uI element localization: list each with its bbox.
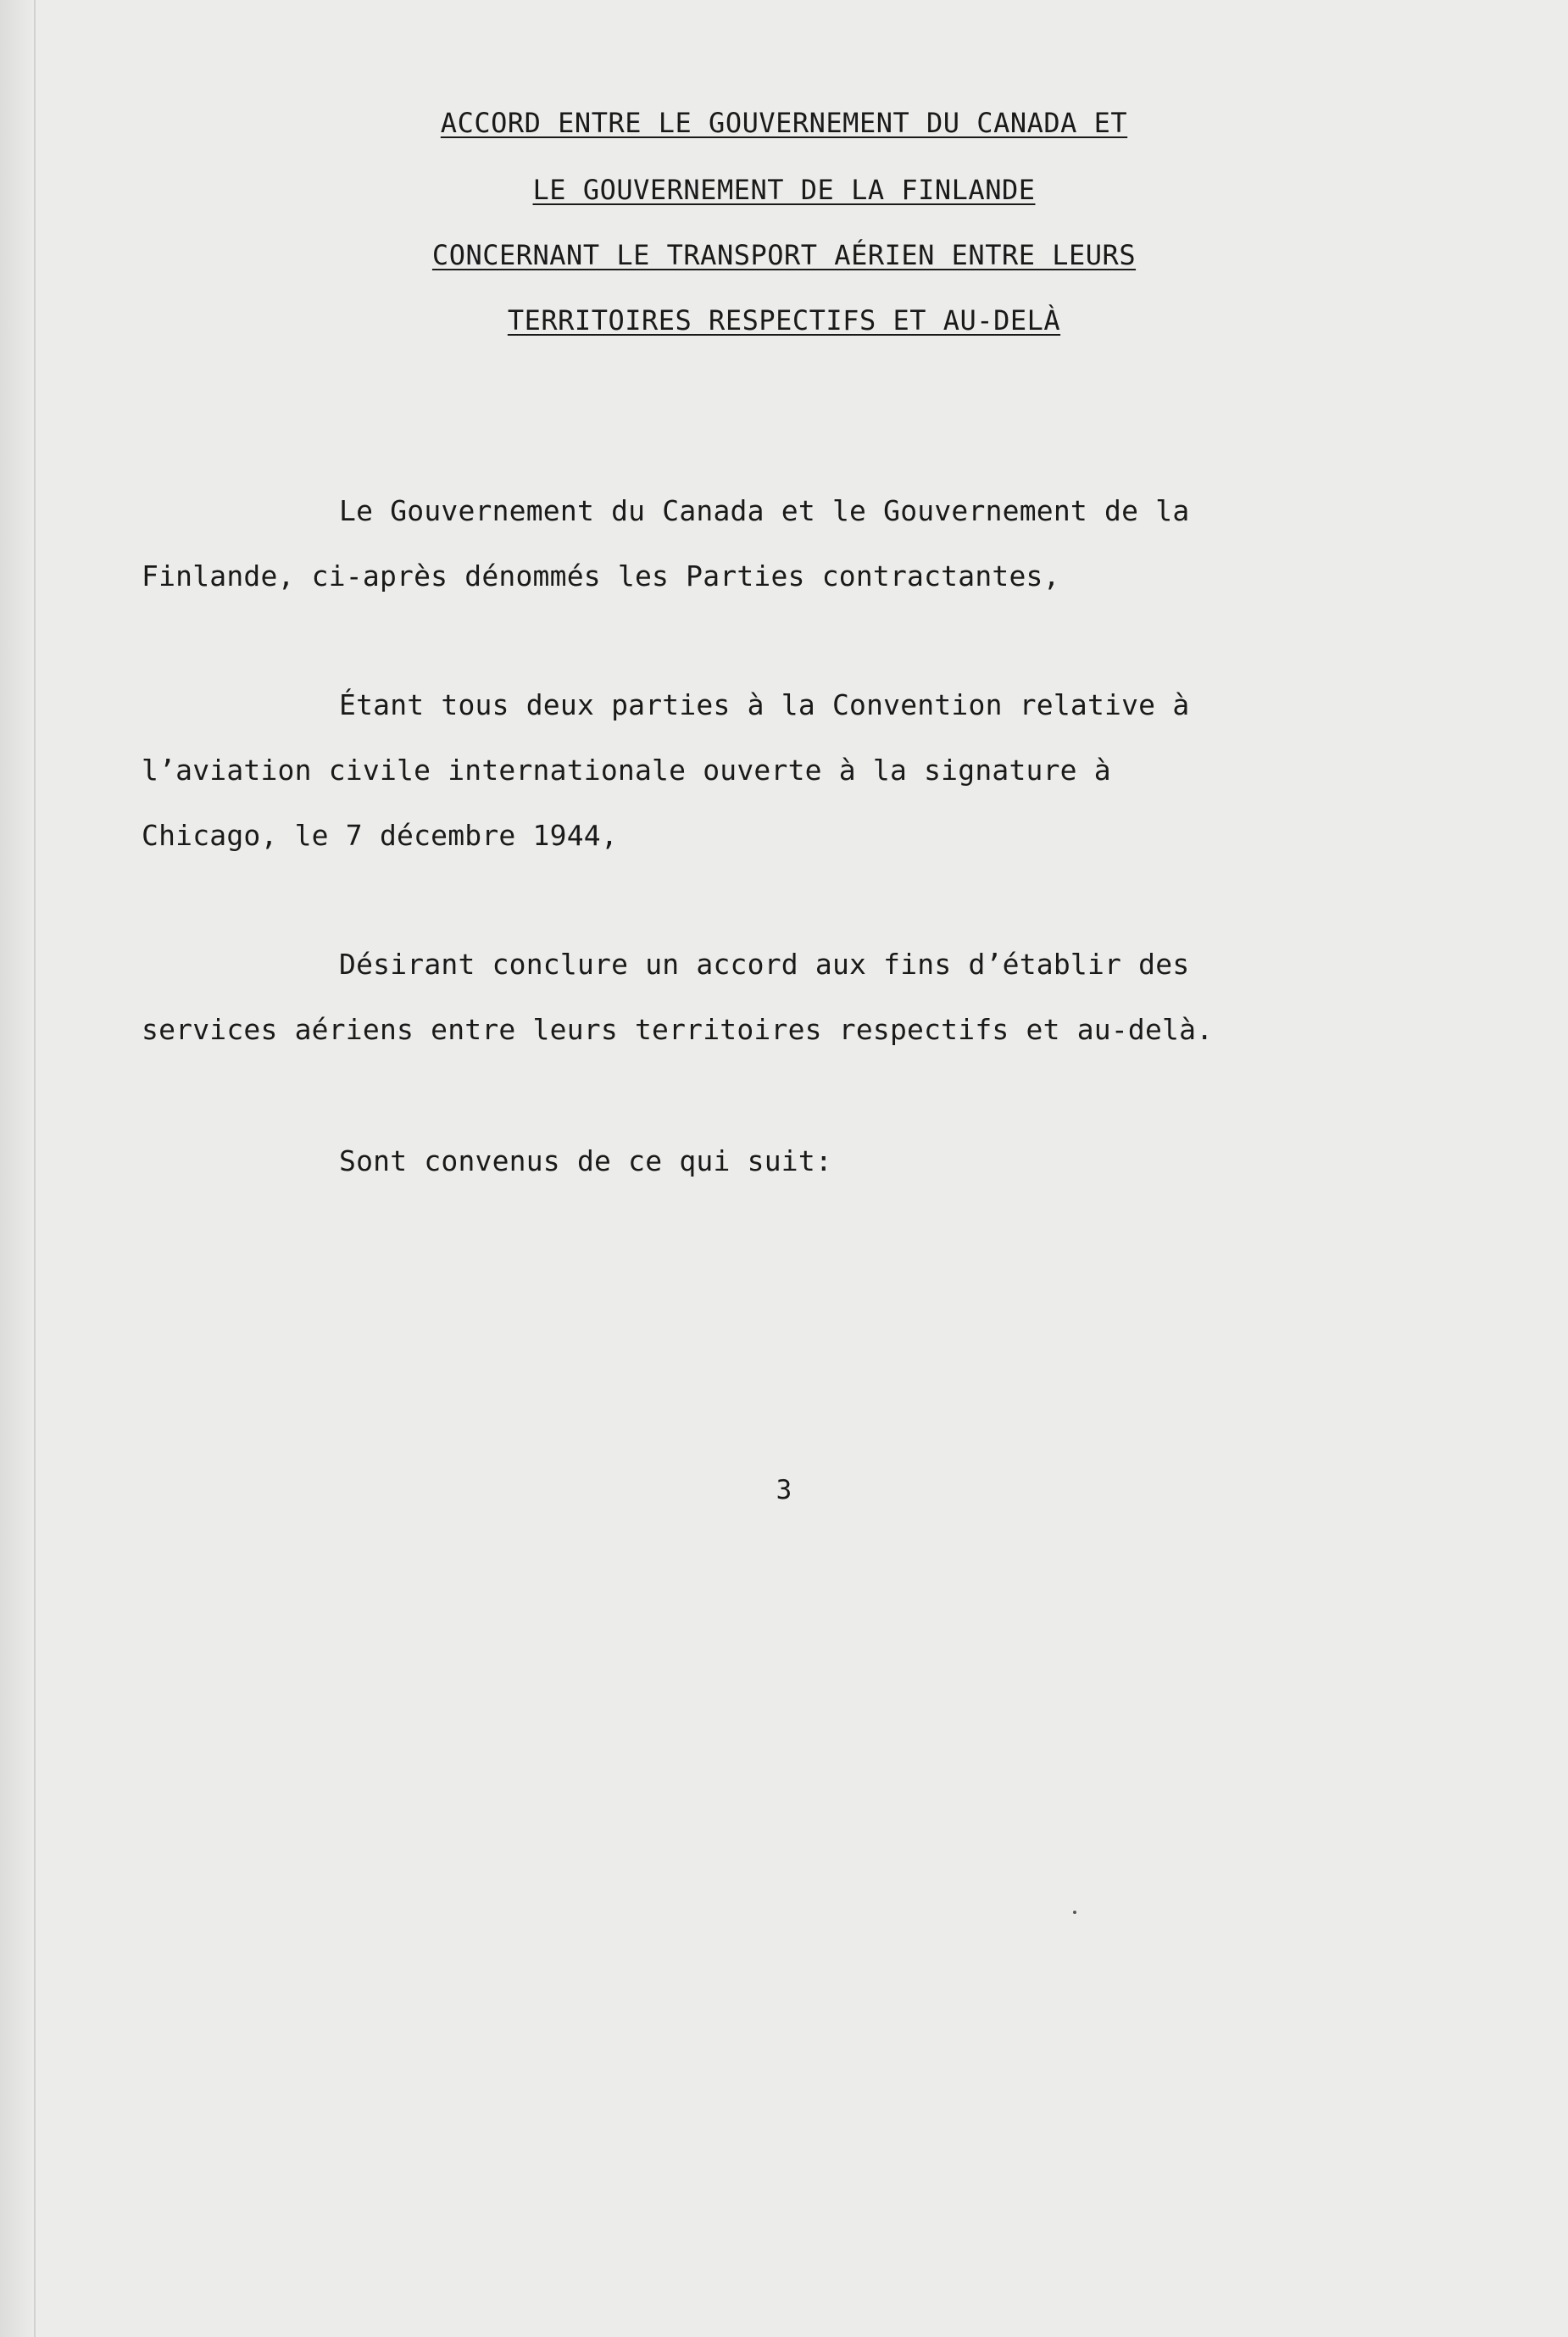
preamble-paragraph-2-line-2: l’aviation civile internationale ouverte à la signature à bbox=[142, 754, 1111, 787]
preamble-paragraph-4-line-1: Sont convenus de ce qui suit: bbox=[339, 1144, 832, 1177]
preamble-paragraph-2-line-3: Chicago, le 7 décembre 1944, bbox=[142, 819, 618, 852]
title-line-2: LE GOUVERNEMENT DE LA FINLANDE bbox=[532, 174, 1036, 206]
preamble-paragraph-1-line-2: Finlande, ci-après dénommés les Parties contractantes, bbox=[142, 559, 1060, 593]
preamble-paragraph-3-line-1: Désirant conclure un accord aux fins d’établir des bbox=[339, 948, 1190, 981]
page-number: 3 bbox=[776, 1475, 792, 1505]
title-line-4: TERRITOIRES RESPECTIFS ET AU-DELÀ bbox=[507, 304, 1061, 337]
preamble-paragraph-2-line-1: Étant tous deux parties à la Convention relative à bbox=[339, 688, 1190, 721]
ink-speck bbox=[1073, 1911, 1076, 1914]
binding-shadow-line bbox=[34, 0, 36, 2337]
preamble-paragraph-1-line-1: Le Gouvernement du Canada et le Gouvernement de la bbox=[339, 494, 1190, 527]
preamble-paragraph-3-line-2: services aériens entre leurs territoires respectifs et au-delà. bbox=[142, 1013, 1214, 1046]
title-line-1: ACCORD ENTRE LE GOUVERNEMENT DU CANADA ET bbox=[440, 107, 1128, 139]
binding-edge bbox=[0, 0, 36, 2337]
title-line-3: CONCERNANT LE TRANSPORT AÉRIEN ENTRE LEURS bbox=[431, 239, 1137, 271]
